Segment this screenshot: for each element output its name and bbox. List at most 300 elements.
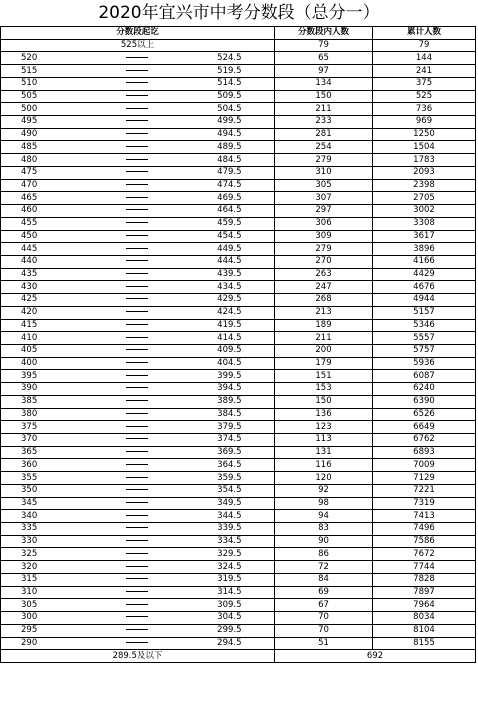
range-dash xyxy=(92,281,183,294)
range-dash xyxy=(92,446,183,459)
row-count: 306 xyxy=(275,217,373,230)
row-count: 151 xyxy=(275,370,373,383)
row-count: 84 xyxy=(275,573,373,586)
range-from: 475 xyxy=(1,166,92,179)
dash-line xyxy=(126,222,148,223)
row-cumulative: 4429 xyxy=(373,268,476,281)
row-count: 94 xyxy=(275,510,373,523)
row-cumulative: 6893 xyxy=(373,446,476,459)
table-row xyxy=(1,612,476,625)
range-from: 430 xyxy=(1,281,92,294)
table-row xyxy=(1,523,476,536)
range-to: 449.5 xyxy=(183,243,274,256)
range-to: 429.5 xyxy=(183,294,274,307)
range-to: 349.5 xyxy=(183,497,274,510)
range-from: 440 xyxy=(1,255,92,268)
table-row xyxy=(1,281,476,294)
row-cumulative: 4944 xyxy=(373,294,476,307)
row-cumulative: 7586 xyxy=(373,535,476,548)
row-count: 136 xyxy=(275,408,373,421)
range-to: 344.5 xyxy=(183,510,274,523)
sheet-title: 2020年宜兴市中考分数段（总分一） xyxy=(98,3,380,23)
range-dash xyxy=(92,637,183,650)
top-row-count: 79 xyxy=(275,39,373,52)
range-from: 320 xyxy=(1,561,92,574)
range-dash xyxy=(92,319,183,332)
range-to: 424.5 xyxy=(183,306,274,319)
table-row xyxy=(1,77,476,90)
row-count: 70 xyxy=(275,612,373,625)
range-to: 499.5 xyxy=(183,116,274,129)
table-row xyxy=(1,90,476,103)
dash-line xyxy=(126,184,148,185)
row-count: 72 xyxy=(275,561,373,574)
row-cumulative: 7672 xyxy=(373,548,476,561)
range-from: 460 xyxy=(1,205,92,218)
table-row xyxy=(1,192,476,205)
table-row xyxy=(1,166,476,179)
table-row xyxy=(1,52,476,65)
row-cumulative: 6526 xyxy=(373,408,476,421)
range-from: 290 xyxy=(1,637,92,650)
table-row xyxy=(1,205,476,218)
table-row xyxy=(1,497,476,510)
range-dash xyxy=(92,370,183,383)
range-dash xyxy=(92,255,183,268)
range-to: 419.5 xyxy=(183,319,274,332)
dash-line xyxy=(126,146,148,147)
dash-line xyxy=(126,375,148,376)
row-count: 51 xyxy=(275,637,373,650)
table-row xyxy=(1,599,476,612)
range-dash xyxy=(92,459,183,472)
dash-line xyxy=(126,273,148,274)
row-count: 310 xyxy=(275,166,373,179)
range-to: 394.5 xyxy=(183,383,274,396)
range-to: 454.5 xyxy=(183,230,274,243)
range-from: 485 xyxy=(1,141,92,154)
row-count: 131 xyxy=(275,446,373,459)
table-row xyxy=(1,459,476,472)
row-count: 213 xyxy=(275,306,373,319)
table-row xyxy=(1,116,476,129)
row-cumulative: 8034 xyxy=(373,612,476,625)
range-to: 444.5 xyxy=(183,255,274,268)
range-dash xyxy=(92,306,183,319)
range-from: 310 xyxy=(1,586,92,599)
range-to: 354.5 xyxy=(183,484,274,497)
row-cumulative: 1504 xyxy=(373,141,476,154)
range-dash xyxy=(92,497,183,510)
table-row xyxy=(1,65,476,78)
range-dash xyxy=(92,357,183,370)
dash-line xyxy=(126,553,148,554)
table-row xyxy=(1,255,476,268)
range-to: 384.5 xyxy=(183,408,274,421)
row-count: 92 xyxy=(275,484,373,497)
range-from: 425 xyxy=(1,294,92,307)
row-count: 233 xyxy=(275,116,373,129)
range-from: 470 xyxy=(1,179,92,192)
table-row xyxy=(1,561,476,574)
dash-line xyxy=(126,197,148,198)
table-row xyxy=(1,395,476,408)
top-row xyxy=(1,39,476,52)
range-to: 439.5 xyxy=(183,268,274,281)
table-row xyxy=(1,434,476,447)
top-row-cumulative: 79 xyxy=(373,39,476,52)
range-to: 369.5 xyxy=(183,446,274,459)
table-row xyxy=(1,548,476,561)
row-cumulative: 6087 xyxy=(373,370,476,383)
range-dash xyxy=(92,523,183,536)
row-cumulative: 2398 xyxy=(373,179,476,192)
row-count: 268 xyxy=(275,294,373,307)
range-dash xyxy=(92,383,183,396)
table-row xyxy=(1,637,476,650)
range-from: 365 xyxy=(1,446,92,459)
range-from: 455 xyxy=(1,217,92,230)
range-to: 339.5 xyxy=(183,523,274,536)
table-row xyxy=(1,179,476,192)
row-count: 270 xyxy=(275,255,373,268)
range-from: 480 xyxy=(1,154,92,167)
header-range: 分数段起讫 xyxy=(1,27,275,40)
table-row xyxy=(1,103,476,116)
dash-line xyxy=(126,298,148,299)
range-from: 375 xyxy=(1,421,92,434)
range-dash xyxy=(92,268,183,281)
range-to: 364.5 xyxy=(183,459,274,472)
row-cumulative: 7129 xyxy=(373,472,476,485)
range-from: 465 xyxy=(1,192,92,205)
range-to: 294.5 xyxy=(183,637,274,650)
table-row xyxy=(1,344,476,357)
range-to: 319.5 xyxy=(183,573,274,586)
dash-line xyxy=(126,120,148,121)
dash-line xyxy=(126,337,148,338)
row-count: 65 xyxy=(275,52,373,65)
table-row xyxy=(1,624,476,637)
dash-line xyxy=(126,527,148,528)
row-cumulative: 7897 xyxy=(373,586,476,599)
range-dash xyxy=(92,535,183,548)
row-cumulative: 7744 xyxy=(373,561,476,574)
bottom-row-count: 692 xyxy=(275,650,476,663)
table-row xyxy=(1,510,476,523)
row-cumulative: 241 xyxy=(373,65,476,78)
dash-line xyxy=(126,95,148,96)
dash-line xyxy=(126,502,148,503)
row-count: 179 xyxy=(275,357,373,370)
row-count: 307 xyxy=(275,192,373,205)
range-from: 385 xyxy=(1,395,92,408)
range-from: 515 xyxy=(1,65,92,78)
row-cumulative: 7221 xyxy=(373,484,476,497)
row-count: 189 xyxy=(275,319,373,332)
row-count: 116 xyxy=(275,459,373,472)
range-to: 474.5 xyxy=(183,179,274,192)
row-cumulative: 8104 xyxy=(373,624,476,637)
row-cumulative: 5557 xyxy=(373,332,476,345)
range-dash xyxy=(92,510,183,523)
row-cumulative: 5346 xyxy=(373,319,476,332)
header-row xyxy=(1,27,476,40)
range-dash xyxy=(92,421,183,434)
row-count: 211 xyxy=(275,103,373,116)
range-dash xyxy=(92,103,183,116)
dash-line xyxy=(126,642,148,643)
row-count: 305 xyxy=(275,179,373,192)
range-dash xyxy=(92,77,183,90)
row-count: 279 xyxy=(275,243,373,256)
dash-line xyxy=(126,400,148,401)
row-cumulative: 1250 xyxy=(373,128,476,141)
range-dash xyxy=(92,217,183,230)
range-to: 469.5 xyxy=(183,192,274,205)
range-dash xyxy=(92,434,183,447)
range-dash xyxy=(92,52,183,65)
range-to: 459.5 xyxy=(183,217,274,230)
range-dash xyxy=(92,548,183,561)
table-row xyxy=(1,573,476,586)
dash-line xyxy=(126,209,148,210)
row-count: 279 xyxy=(275,154,373,167)
range-from: 305 xyxy=(1,599,92,612)
row-cumulative: 8155 xyxy=(373,637,476,650)
range-dash xyxy=(92,561,183,574)
range-from: 300 xyxy=(1,612,92,625)
dash-line xyxy=(126,464,148,465)
bottom-row-label: 289.5及以下 xyxy=(1,650,275,663)
range-from: 295 xyxy=(1,624,92,637)
range-from: 355 xyxy=(1,472,92,485)
dash-line xyxy=(126,349,148,350)
row-cumulative: 5936 xyxy=(373,357,476,370)
table-row xyxy=(1,243,476,256)
range-from: 450 xyxy=(1,230,92,243)
row-count: 309 xyxy=(275,230,373,243)
range-dash xyxy=(92,230,183,243)
dash-line xyxy=(126,286,148,287)
range-to: 334.5 xyxy=(183,535,274,548)
range-to: 379.5 xyxy=(183,421,274,434)
range-to: 404.5 xyxy=(183,357,274,370)
dash-line xyxy=(126,108,148,109)
range-to: 479.5 xyxy=(183,166,274,179)
dash-line xyxy=(126,311,148,312)
row-count: 86 xyxy=(275,548,373,561)
row-cumulative: 5757 xyxy=(373,344,476,357)
row-count: 153 xyxy=(275,383,373,396)
table-row xyxy=(1,357,476,370)
row-count: 69 xyxy=(275,586,373,599)
row-cumulative: 5157 xyxy=(373,306,476,319)
table-row xyxy=(1,319,476,332)
range-dash xyxy=(92,65,183,78)
row-cumulative: 525 xyxy=(373,90,476,103)
table-row xyxy=(1,141,476,154)
table-row xyxy=(1,268,476,281)
bottom-row xyxy=(1,650,476,663)
row-cumulative: 3308 xyxy=(373,217,476,230)
range-dash xyxy=(92,141,183,154)
range-dash xyxy=(92,612,183,625)
range-dash xyxy=(92,484,183,497)
table-row xyxy=(1,586,476,599)
range-to: 519.5 xyxy=(183,65,274,78)
row-cumulative: 736 xyxy=(373,103,476,116)
range-from: 380 xyxy=(1,408,92,421)
dash-line xyxy=(126,438,148,439)
row-cumulative: 4676 xyxy=(373,281,476,294)
range-to: 434.5 xyxy=(183,281,274,294)
row-count: 97 xyxy=(275,65,373,78)
row-count: 263 xyxy=(275,268,373,281)
row-cumulative: 6240 xyxy=(373,383,476,396)
row-cumulative: 3617 xyxy=(373,230,476,243)
range-to: 504.5 xyxy=(183,103,274,116)
range-dash xyxy=(92,344,183,357)
dash-line xyxy=(126,566,148,567)
row-count: 150 xyxy=(275,90,373,103)
range-to: 359.5 xyxy=(183,472,274,485)
dash-line xyxy=(126,133,148,134)
row-cumulative: 7496 xyxy=(373,523,476,536)
range-dash xyxy=(92,599,183,612)
row-cumulative: 7413 xyxy=(373,510,476,523)
row-cumulative: 3896 xyxy=(373,243,476,256)
row-cumulative: 6649 xyxy=(373,421,476,434)
range-to: 324.5 xyxy=(183,561,274,574)
dash-line xyxy=(126,235,148,236)
dash-line xyxy=(126,629,148,630)
table-row xyxy=(1,484,476,497)
range-dash xyxy=(92,205,183,218)
dash-line xyxy=(126,57,148,58)
range-to: 329.5 xyxy=(183,548,274,561)
range-from: 315 xyxy=(1,573,92,586)
range-from: 495 xyxy=(1,116,92,129)
range-dash xyxy=(92,192,183,205)
table-row xyxy=(1,230,476,243)
table-row xyxy=(1,306,476,319)
row-count: 90 xyxy=(275,535,373,548)
range-to: 509.5 xyxy=(183,90,274,103)
range-to: 524.5 xyxy=(183,52,274,65)
range-from: 420 xyxy=(1,306,92,319)
row-count: 211 xyxy=(275,332,373,345)
row-cumulative: 2093 xyxy=(373,166,476,179)
table-row xyxy=(1,370,476,383)
range-dash xyxy=(92,472,183,485)
range-dash xyxy=(92,294,183,307)
dash-line xyxy=(126,413,148,414)
range-dash xyxy=(92,116,183,129)
table-row xyxy=(1,154,476,167)
dash-line xyxy=(126,578,148,579)
dash-line xyxy=(126,82,148,83)
table-row xyxy=(1,128,476,141)
range-from: 435 xyxy=(1,268,92,281)
row-cumulative: 6390 xyxy=(373,395,476,408)
range-to: 409.5 xyxy=(183,344,274,357)
range-to: 374.5 xyxy=(183,434,274,447)
range-to: 389.5 xyxy=(183,395,274,408)
row-count: 200 xyxy=(275,344,373,357)
row-cumulative: 7319 xyxy=(373,497,476,510)
dash-line xyxy=(126,362,148,363)
row-count: 98 xyxy=(275,497,373,510)
row-count: 134 xyxy=(275,77,373,90)
table-row xyxy=(1,446,476,459)
row-cumulative: 7828 xyxy=(373,573,476,586)
range-from: 325 xyxy=(1,548,92,561)
range-dash xyxy=(92,408,183,421)
score-table xyxy=(0,26,476,663)
range-from: 500 xyxy=(1,103,92,116)
range-to: 514.5 xyxy=(183,77,274,90)
dash-line xyxy=(126,477,148,478)
range-from: 405 xyxy=(1,344,92,357)
range-dash xyxy=(92,573,183,586)
dash-line xyxy=(126,489,148,490)
dash-line xyxy=(126,591,148,592)
dash-line xyxy=(126,451,148,452)
row-cumulative: 375 xyxy=(373,77,476,90)
row-cumulative: 7964 xyxy=(373,599,476,612)
range-from: 415 xyxy=(1,319,92,332)
range-to: 414.5 xyxy=(183,332,274,345)
range-from: 330 xyxy=(1,535,92,548)
range-to: 489.5 xyxy=(183,141,274,154)
range-dash xyxy=(92,395,183,408)
table-row xyxy=(1,472,476,485)
row-cumulative: 7009 xyxy=(373,459,476,472)
dash-line xyxy=(126,248,148,249)
range-to: 309.5 xyxy=(183,599,274,612)
range-from: 410 xyxy=(1,332,92,345)
dash-line xyxy=(126,159,148,160)
row-count: 120 xyxy=(275,472,373,485)
dash-line xyxy=(126,515,148,516)
range-dash xyxy=(92,90,183,103)
range-to: 399.5 xyxy=(183,370,274,383)
row-count: 83 xyxy=(275,523,373,536)
range-from: 490 xyxy=(1,128,92,141)
range-from: 335 xyxy=(1,523,92,536)
dash-line xyxy=(126,426,148,427)
table-row xyxy=(1,535,476,548)
row-cumulative: 1783 xyxy=(373,154,476,167)
dash-line xyxy=(126,387,148,388)
row-cumulative: 969 xyxy=(373,116,476,129)
range-dash xyxy=(92,332,183,345)
row-count: 254 xyxy=(275,141,373,154)
range-to: 299.5 xyxy=(183,624,274,637)
dash-line xyxy=(126,540,148,541)
range-from: 370 xyxy=(1,434,92,447)
row-count: 247 xyxy=(275,281,373,294)
row-count: 113 xyxy=(275,434,373,447)
table-row xyxy=(1,408,476,421)
range-from: 350 xyxy=(1,484,92,497)
dash-line xyxy=(126,616,148,617)
range-dash xyxy=(92,586,183,599)
table-row xyxy=(1,383,476,396)
row-count: 297 xyxy=(275,205,373,218)
header-count: 分数段内人数 xyxy=(275,27,373,40)
